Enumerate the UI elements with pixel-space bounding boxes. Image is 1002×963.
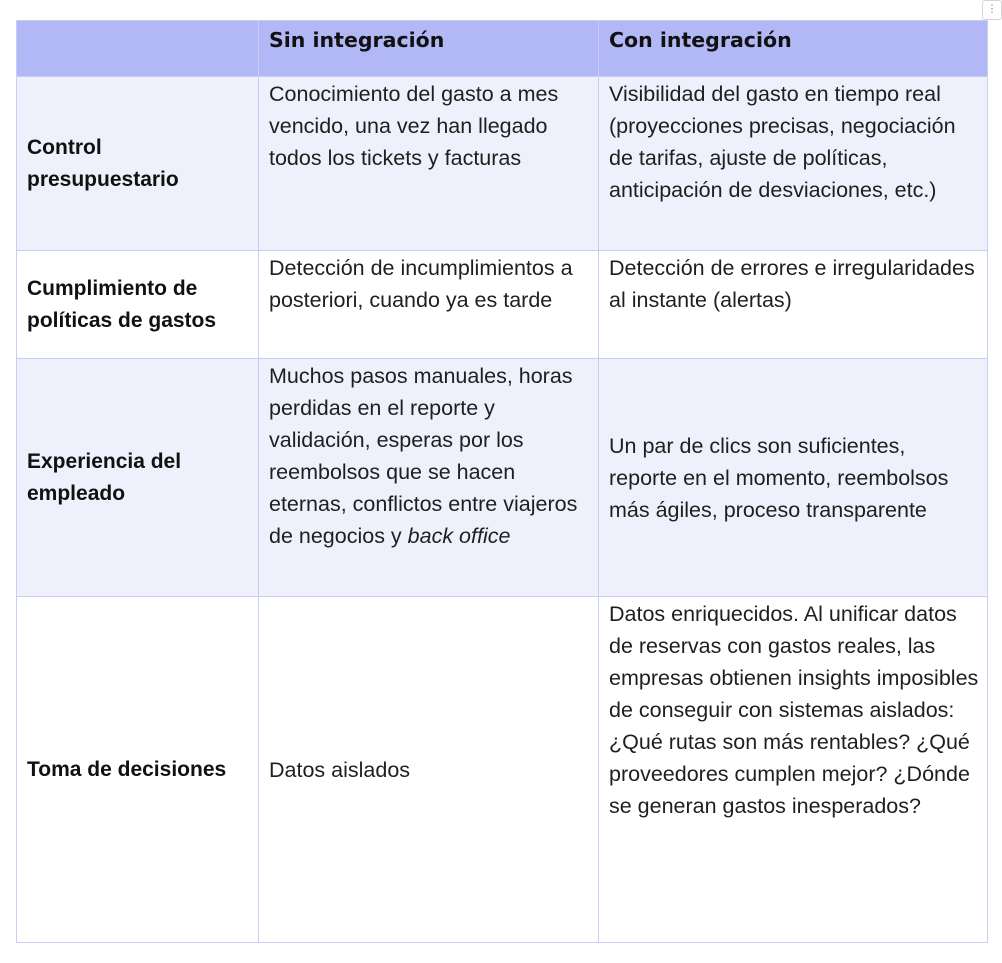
- more-options-icon[interactable]: ⋮: [982, 0, 1002, 20]
- row-label: Toma de decisiones: [17, 597, 259, 943]
- cell-with-integration: Un par de clics son suficientes, reporte en el momento, reembolsos más ágiles, proceso transparente: [599, 359, 988, 597]
- cell-with-integration: Datos enriquecidos. Al unificar datos de reservas con gastos reales, las empresas obtienen insights imposibles de conseguir con sistemas aislados: ¿Qué rutas son más rentables? ¿Qué proveedores cumplen mejor? ¿Dónde se generan gastos inesperados?: [599, 597, 988, 943]
- table-header-row: [17, 21, 988, 77]
- comparison-table: [16, 20, 988, 943]
- row-label: Experiencia del empleado: [17, 359, 259, 597]
- table-row: [17, 77, 988, 251]
- comparison-table-container: [16, 20, 987, 943]
- row-label: Control presupuestario: [17, 77, 259, 251]
- cell-without-integration: [259, 359, 599, 597]
- header-empty-cell: [17, 21, 259, 77]
- cell-without-integration: Detección de incumplimientos a posteriori, cuando ya es tarde: [259, 251, 599, 359]
- cell-with-integration: Visibilidad del gasto en tiempo real (proyecciones precisas, negociación de tarifas, ajuste de políticas, anticipación de desviaciones, etc.): [599, 77, 988, 251]
- cell-with-integration: Detección de errores e irregularidades al instante (alertas): [599, 251, 988, 359]
- table-row: [17, 359, 988, 597]
- cell-text: Muchos pasos manuales, horas perdidas en el reporte y validación, esperas por los reembolsos que se hacen eternas, conflictos entre viajeros de negocios y: [269, 364, 578, 548]
- table-row: [17, 251, 988, 359]
- header-with-integration: Con integración: [599, 21, 988, 77]
- cell-without-integration: Conocimiento del gasto a mes vencido, una vez han llegado todos los tickets y facturas: [259, 77, 599, 251]
- cell-without-integration: Datos aislados: [259, 597, 599, 943]
- row-label: Cumplimiento de políticas de gastos: [17, 251, 259, 359]
- cell-italic-text: back office: [407, 524, 511, 548]
- table-row: [17, 597, 988, 943]
- header-without-integration: Sin integración: [259, 21, 599, 77]
